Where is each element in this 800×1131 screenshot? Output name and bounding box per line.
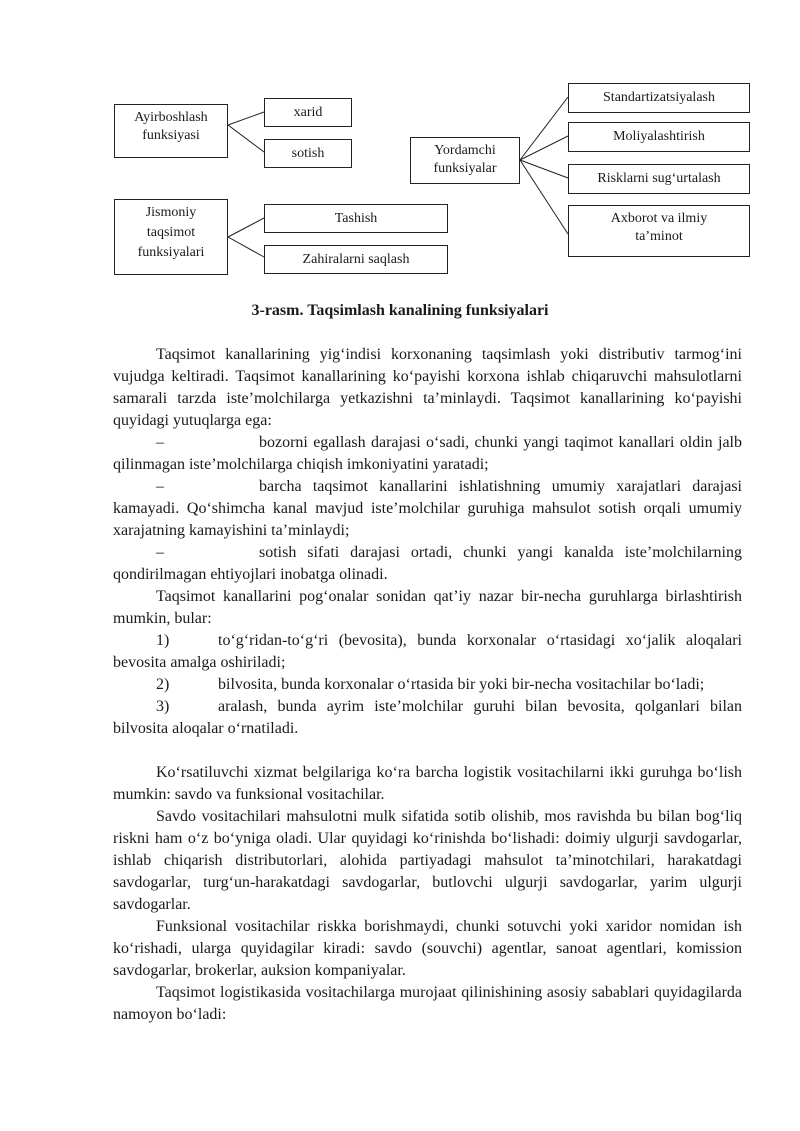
risk-insurance-box [568, 164, 750, 194]
physical-label-line1: Jismoniy [145, 205, 197, 220]
dash-item-1 [113, 432, 742, 476]
physical-label-line2: taqsimot [146, 225, 196, 240]
financing-box [568, 122, 750, 152]
dash-item-text: bozorni egallash darajasi o‘sadi, chunki yangi taqimot kanallari oldin jalb qilinmagan iste’molchilarga chiqish imkoniyatini yaratadi; [113, 434, 742, 473]
numbered-item-3 [113, 696, 742, 740]
standardization-label: Standartizatsiyalash [603, 90, 715, 105]
risk-insurance-label: Risklarni sug‘urtalash [597, 171, 721, 186]
transport-box [264, 204, 448, 233]
number-marker: 1) [156, 632, 170, 649]
document-body [113, 344, 742, 1026]
storage-label: Zahiralarni saqlash [302, 252, 410, 267]
information-label-line2: ta’minot [635, 229, 683, 244]
information-support-box [568, 205, 750, 257]
auxiliary-label-line2: funksiyalar [433, 161, 497, 176]
sale-box [264, 139, 352, 168]
standardization-box [568, 83, 750, 113]
exchange-label-line2: funksiyasi [142, 128, 200, 143]
numbered-item-text: to‘g‘ridan-to‘g‘ri (bevosita), bunda korxonalar o‘rtasidagi xo‘jalik aloqalari bevosita amalga oshiriladi; [113, 632, 742, 671]
auxiliary-label-line1: Yordamchi [434, 143, 496, 158]
information-label-line1: Axborot va ilmiy [610, 211, 708, 226]
numbered-item-text: bilvosita, bunda korxonalar o‘rtasida bir yoki bir-necha vositachilar bo‘ladi; [218, 676, 705, 693]
blank-line [113, 740, 742, 762]
storage-box [264, 245, 448, 274]
paragraph-5: Funksional vositachilar riskka borishmaydi, chunki sotuvchi yoki xaridor nomidan ish ko‘rishadi, ularga quyidagilar kiradi: savdo (souvchi) agentlar, sanoat agentlari, komission savdogarlar, brokerlar, auksion kompaniyalar. [113, 918, 742, 979]
dash-marker: – [156, 478, 164, 495]
functions-diagram [0, 0, 800, 290]
purchase-label: xarid [293, 105, 323, 120]
paragraph-4: Savdo vositachilari mahsulotni mulk sifatida sotib olishib, mos ravishda bu bilan bog‘liq riskni ham o‘z bo‘yniga oladi. Ular quyidagi ko‘rinishda bo‘lishadi: doimiy ulgurji savdogarlar, ishlab chiqarish distributorlari, alohida partiyadagi mahsulot ta’minotchilari, harakatdagi savdogarlar, turg‘un-harakatdagi savdogarlar, butlovchi ulgurji savdogarlar, yarim ulgurji savdogarlar. [113, 808, 742, 913]
transport-label: Tashish [334, 211, 378, 226]
physical-label-line3: funksiyalari [137, 245, 205, 260]
dash-item-3 [113, 542, 742, 586]
auxiliary-functions-box [410, 137, 520, 184]
dash-item-2 [113, 476, 742, 542]
sale-label: sotish [291, 146, 325, 161]
paragraph-1: Taqsimot kanallarining yig‘indisi korxonaning taqsimlash yoki distributiv tarmog‘ini vujudga keltiradi. Taqsimot kanallarining ko‘payishi korxona ishlab chiqaruvchi mahsulotlarni samarali tarzda iste’molchilarga yetkazishni ta’minlaydi. Taqsimot kanallarining ko‘payishi quyidagi yutuqlarga ega: [113, 346, 742, 429]
number-marker: 2) [156, 676, 170, 693]
exchange-function-box [114, 104, 228, 158]
paragraph-6: Taqsimot logistikasida vositachilarga murojaat qilinishining asosiy sabablari quyidagilarda namoyon bo‘ladi: [113, 984, 742, 1023]
figure-caption: 3-rasm. Taqsimlash kanalining funksiyalari [251, 302, 549, 319]
dash-item-text: barcha taqsimot kanallarini ishlatishning umumiy xarajatlari darajasi kamayadi. Qo‘shimcha kanal mavjud iste’molchilar guruhiga mahsulot sotish orqali umumiy xarajatning kamayishini ta’minlaydi; [113, 478, 742, 539]
purchase-box [264, 98, 352, 127]
physical-distribution-box [114, 199, 228, 275]
numbered-item-text: aralash, bunda ayrim iste’molchilar guruhi bilan bevosita, qolganlari bilan bilvosita aloqalar o‘rnatiladi. [113, 698, 742, 737]
paragraph-2: Taqsimot kanallarini pog‘onalar sonidan qat’iy nazar bir-necha guruhlarga birlashtirish mumkin, bular: [113, 588, 742, 627]
paragraph-3: Ko‘rsatiluvchi xizmat belgilariga ko‘ra barcha logistik vositachilarni ikki guruhga bo‘lish mumkin: savdo va funksional vositachilar. [113, 764, 742, 803]
numbered-item-1 [113, 630, 742, 674]
exchange-label-line1: Ayirboshlash [134, 110, 208, 125]
number-marker: 3) [156, 698, 170, 715]
numbered-item-2 [113, 674, 742, 696]
financing-label: Moliyalashtirish [613, 129, 705, 144]
dash-item-text: sotish sifati darajasi ortadi, chunki yangi kanalda iste’molchilarning qondirilmagan ehtiyojlari inobatga olinadi. [113, 544, 742, 583]
dash-marker: – [156, 544, 164, 561]
dash-marker: – [156, 434, 164, 451]
